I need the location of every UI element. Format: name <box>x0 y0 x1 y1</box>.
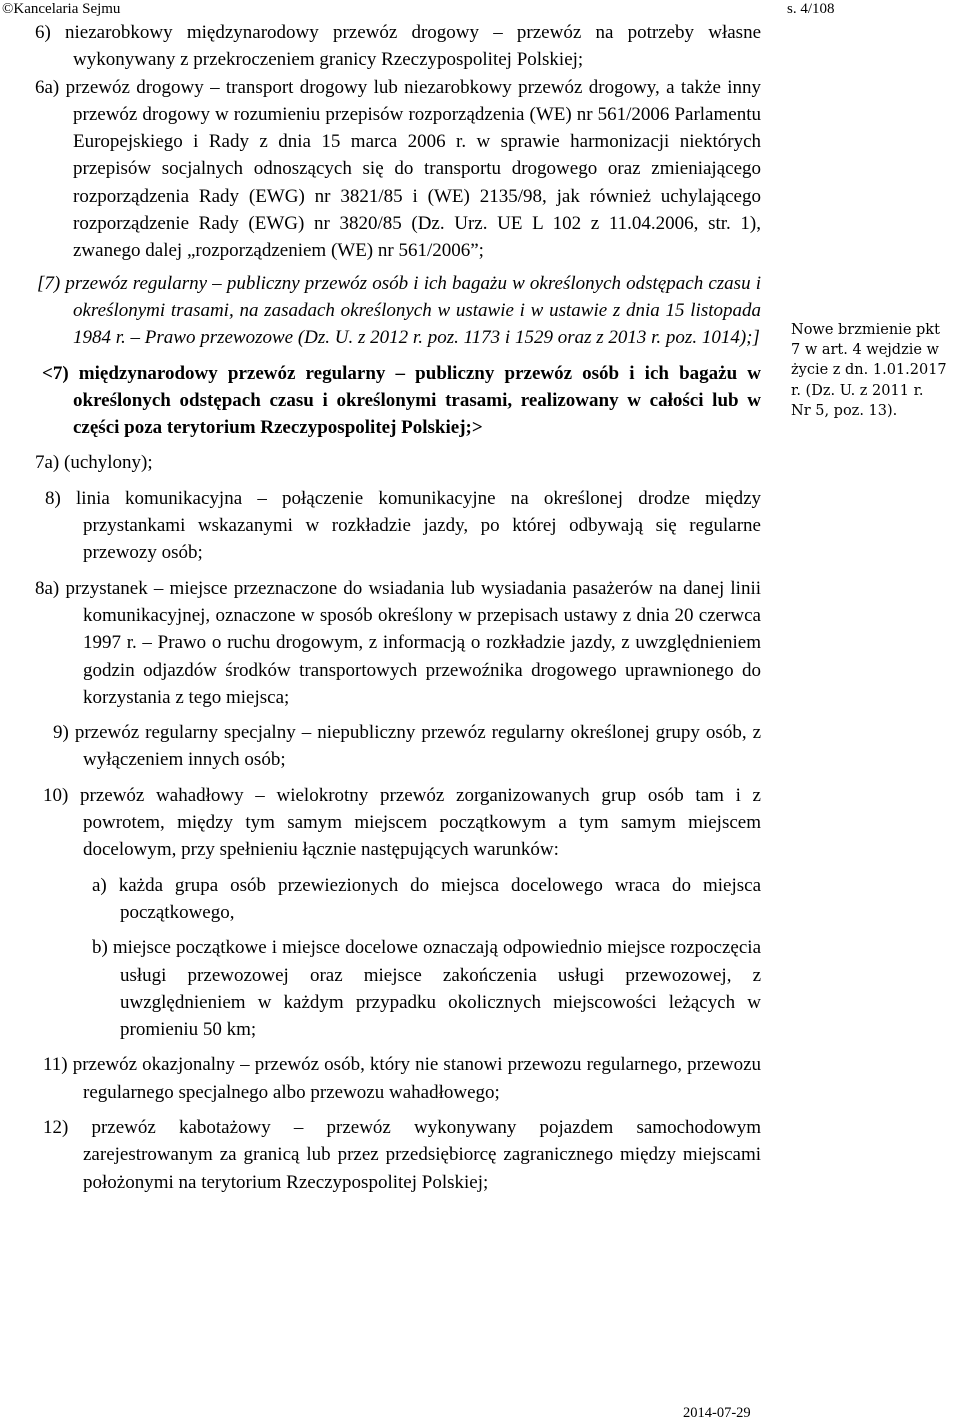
item-text: <7) międzynarodowy przewóz regularny – publiczny przewóz osób i ich bagażu w określonych odstępach czasu i określonymi trasami, realizowany w całości lub w części poza terytorium Rzeczypospolitej Polskiej;> <box>42 362 761 439</box>
item-label: 9) <box>53 722 69 744</box>
item-label: 6) <box>35 22 51 43</box>
side-note-line: Nowe brzmienie pkt <box>791 322 940 338</box>
document-body <box>35 19 761 1196</box>
item-text: przewóz drogowy – transport drogowy lub niezarobkowy przewóz drogowy, a także inny przewóz drogowy w rozumieniu przepisów rozporządzenia (WE) nr 561/2006 Parlamentu Europejskiego i Rady z dnia 15 marca 2006 r. w sprawie harmonizacji niektórych przepisów socjalnych odnoszących się do transportu drogowego oraz zmieniającego rozporządzenia Rady (EWG) nr 3821/85 i (WE) 2135/98, jak również uchylającego rozporządzenie Rady (EWG) nr 3820/85 (Dz. Urz. UE L 102 z 11.04.2006, str. 1), zwanego dalej „rozporządzeniem (WE) nr 561/2006”; <box>65 76 762 262</box>
side-note-line: 7 w art. 4 wejdzie w <box>791 342 939 359</box>
item-text: każda grupa osób przewiezionych do miejsca docelowego wraca do miejsca początkowego, <box>118 874 762 923</box>
footer-date: 2014-07-29 <box>683 1405 751 1421</box>
item-label: 10) <box>43 784 69 806</box>
copyright-notice: ©Kancelaria Sejmu <box>2 1 121 17</box>
item-label: 8a) <box>35 577 60 599</box>
side-note-line: życie z dn. 1.01.2017 <box>791 362 947 379</box>
item-text: przewóz okazjonalny – przewóz osób, który nie stanowi przewozu regularnego, przewozu regularnego specjalnego albo przewozu wahadłowego; <box>72 1054 761 1103</box>
definition-item-7-new <box>35 360 761 442</box>
item-text: niezarobkowy międzynarodowy przewóz drogowy – przewóz na potrzeby własne wykonywany z przekroczeniem granicy Rzeczypospolitej Polskiej; <box>65 22 761 71</box>
item-text: miejsce początkowe i miejsce docelowe oznaczają odpowiednio miejsce rozpoczęcia usługi przewozowej oraz miejsce zakończenia usługi przewozowej, z uwzględnieniem w każdym przypadku okolicznych miejscowości leżących w promieniu 50 km; <box>112 937 762 1041</box>
definition-item-8a <box>35 575 761 711</box>
item-text: przewóz regularny specjalny – niepubliczny przewóz regularny określonej grupy osób, z wyłączeniem innych osób; <box>74 722 762 771</box>
definition-item-7-old <box>35 270 761 352</box>
item-text: przystanek – miejsce przeznaczone do wsiadania lub wysiadania pasażerów na danej linii komunikacyjnej, oznaczone w sposób określony w przepisach ustawy z dnia 20 czerwca 1997 r. – Prawo o ruchu drogowym, z informacją o rozkładzie jazdy, z uwzględnieniem godzin odjazdów środków transportowych przewoźnika drogowego uprawnionego do korzystania z tego miejsca; <box>65 577 762 708</box>
definition-item-9 <box>35 719 761 774</box>
item-label: 11) <box>43 1054 68 1076</box>
page-number: s. 4/108 <box>787 1 835 17</box>
subitem-a <box>35 872 761 927</box>
item-text: przewóz kabotażowy – przewóz wykonywany pojazdem samochodowym zarejestrowanym za granicą lub przez przedsiębiorcę zagranicznego między miejscami położonymi na terytorium Rzeczypospolitej Polskiej; <box>83 1116 761 1193</box>
subitem-b <box>35 934 761 1043</box>
side-note-line: Nr 5, poz. 13). <box>791 402 898 419</box>
item-label: a) <box>92 874 107 896</box>
item-text: (uchylony); <box>64 452 153 474</box>
item-label: 6a) <box>35 76 60 98</box>
item-label: 7a) <box>35 452 60 474</box>
item-text: przewóz wahadłowy – wielokrotny przewóz zorganizowanych grup osób tam i z powrotem, między tym samym miejscem początkowym a tym samym miejscem docelowym, przy spełnieniu łącznie następujących warunków: <box>80 784 761 861</box>
item-label: 12) <box>43 1116 69 1138</box>
item-label: 8) <box>45 487 61 509</box>
definition-item-12 <box>35 1114 761 1196</box>
side-note-line: r. (Dz. U. z 2011 r. <box>791 382 924 399</box>
item-text: [7) przewóz regularny – publiczny przewóz osób i ich bagażu w określonych odstępach czasu i określonymi trasami, na zasadach określonych w ustawie i w ustawie z dnia 15 listopada 1984 r. – Prawo przewozowe (Dz. U. z 2012 r. poz. 1173 i 1529 oraz z 2013 r. poz. 1014);] <box>37 272 761 349</box>
definition-item-7a <box>35 449 761 476</box>
definition-item-8 <box>35 485 761 567</box>
item-text: linia komunikacyjna – połączenie komunikacyjne na określonej drodze między przystankami wskazanymi w rozkładzie jazdy, po której odbywają się regularne przewozy osób; <box>76 487 762 564</box>
side-note <box>791 320 959 421</box>
definition-item-6a <box>35 74 761 265</box>
definition-item-6 <box>35 19 761 74</box>
definition-item-10 <box>35 782 761 864</box>
item-label: b) <box>92 937 108 959</box>
definition-item-11 <box>35 1051 761 1106</box>
